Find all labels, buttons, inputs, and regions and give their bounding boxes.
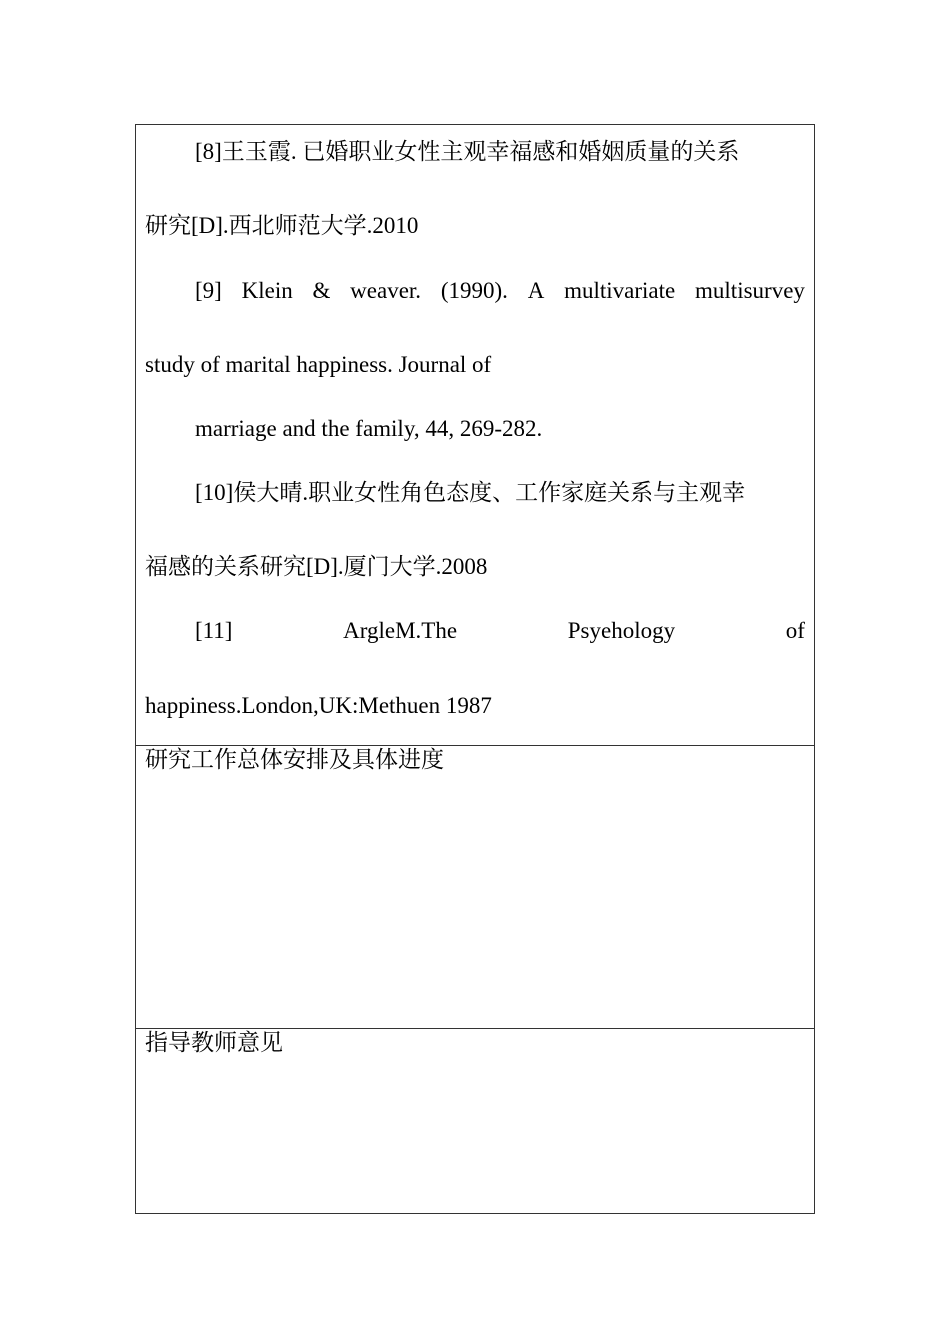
reference-8-line-1: [8]王玉霞. 已婚职业女性主观幸福感和婚姻质量的关系: [195, 139, 740, 164]
reference-9-line-2: study of marital happiness. Journal of: [145, 352, 492, 377]
reference-9-word: multisurvey: [695, 278, 805, 303]
reference-11-word: [11]: [195, 618, 233, 643]
reference-11-line-1: [195, 616, 805, 646]
advisor-opinion-cell: [136, 1028, 814, 1213]
reference-9-word: &: [312, 278, 331, 303]
reference-9-word: weaver.: [350, 278, 422, 303]
reference-10-line-1: [10]侯大晴.职业女性角色态度、工作家庭关系与主观幸: [195, 480, 746, 505]
proposal-form-table: [135, 124, 815, 1214]
reference-9-line-3: marriage and the family, 44, 269-282.: [195, 416, 543, 441]
reference-10-line-2: 福感的关系研究[D].厦门大学.2008: [145, 554, 488, 579]
reference-8-line-2: 研究[D].西北师范大学.2010: [145, 213, 419, 238]
schedule-heading: 研究工作总体安排及具体进度: [145, 747, 444, 772]
references-cell: [136, 125, 814, 745]
reference-11-line-2: happiness.London,UK:Methuen 1987: [145, 693, 492, 718]
schedule-cell: [136, 745, 814, 1028]
reference-9-word: A: [527, 278, 545, 303]
reference-9-line-1: [195, 276, 805, 306]
reference-9-word: (1990).: [440, 278, 508, 303]
reference-9-word: [9]: [195, 278, 222, 303]
reference-11-word: of: [785, 618, 805, 643]
reference-11-word: ArgleM.The: [343, 618, 458, 643]
reference-11-word: Psyehology: [567, 618, 676, 643]
reference-9-word: multivariate: [564, 278, 676, 303]
advisor-opinion-heading: 指导教师意见: [145, 1030, 283, 1055]
reference-9-word: Klein: [241, 278, 293, 303]
